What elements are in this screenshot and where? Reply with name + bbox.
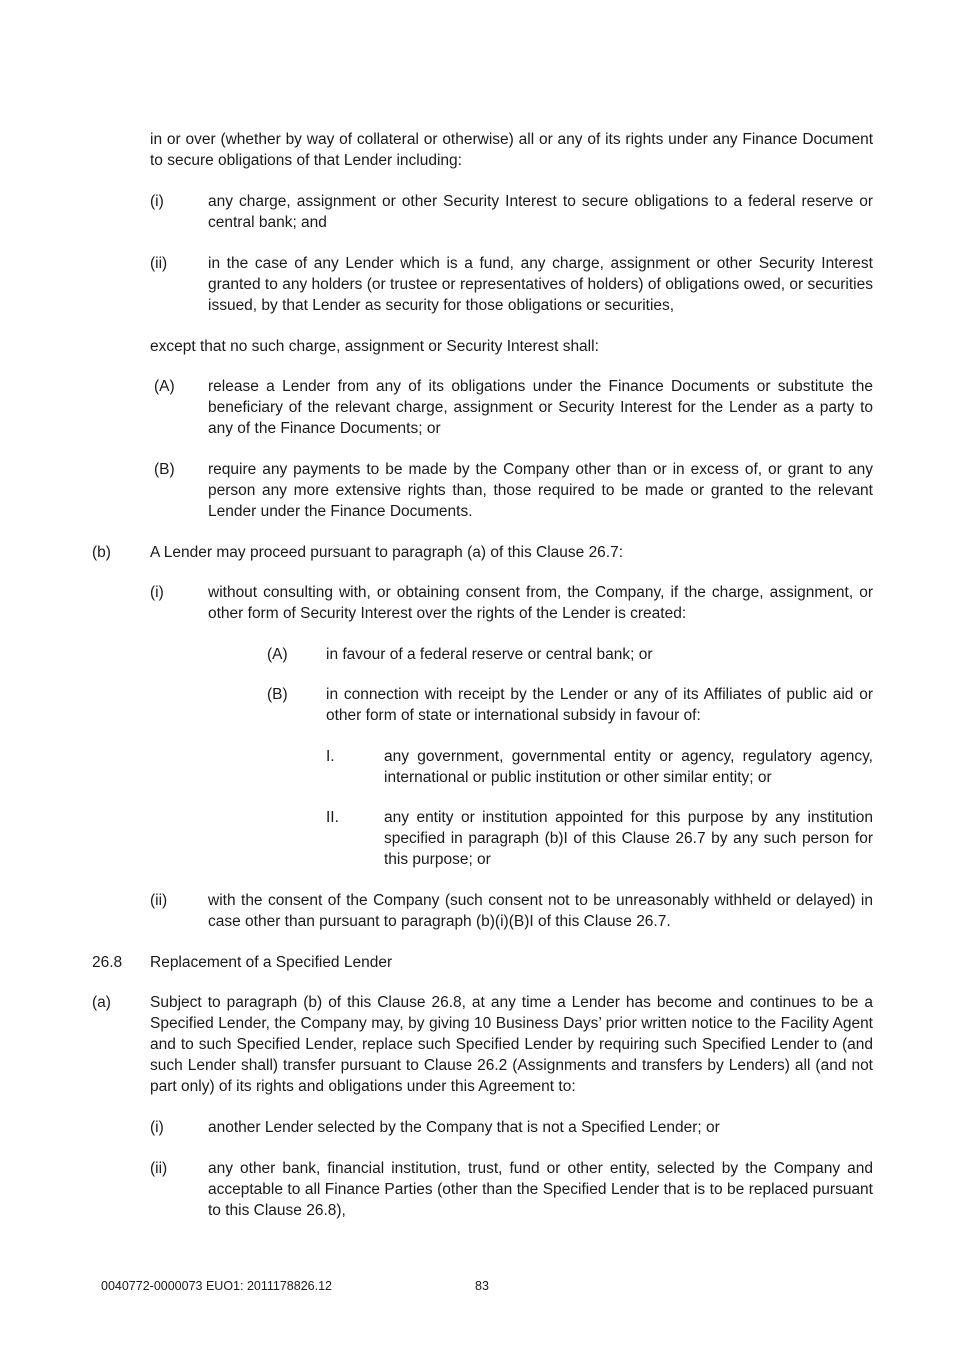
para-b-i-B-II-text: any entity or institution appointed for this purpose by any institution specified in paragraph (b)I of this Clause 26.7 by any such person for this purpose; or xyxy=(384,809,873,868)
para-a-text: Subject to paragraph (b) of this Clause 26.8, at any time a Lender has become and continues to be a Specified Lender, the Company may, by giving 10 Business Days’ prior written notice to the Facility Agent and to such Specified Lender, replace such Specified Lender by requiring such Specified Lender to (and such Lender shall) transfer pursuant to Clause 26.2 (Assignments and transfers by Lenders) all (and not part only) of its rights and obligations under this Agreement to: xyxy=(150,994,873,1095)
para-b-i-B-II-label: II. xyxy=(326,809,339,826)
para-b-i-B-I-label: I. xyxy=(326,748,335,765)
para-b-i-B-I-text: any government, governmental entity or agency, regulatory agency, international or public institution or other similar entity; or xyxy=(384,748,873,786)
para-b-i-A-label: (A) xyxy=(267,646,288,663)
except-text-A: release a Lender from any of its obligations under the Finance Documents or substitute the beneficiary of the relevant charge, assignment or Security Interest for the Lender as a party to any of the Finance Documents; or xyxy=(208,378,873,437)
item-label-ii: (ii) xyxy=(150,255,168,272)
footer-doc-ref: 0040772-0000073 EUO1: 2011178826.12 xyxy=(101,1279,332,1293)
para-a-label: (a) xyxy=(92,994,111,1011)
para-b-i-A-text: in favour of a federal reserve or central bank; or xyxy=(326,646,653,663)
para-a-i-label: (i) xyxy=(150,1119,164,1136)
para-b-i-text: without consulting with, or obtaining consent from, the Company, if the charge, assignment, or other form of Security Interest over the rights of the Lender is created: xyxy=(208,584,873,622)
except-label-B: (B) xyxy=(154,461,175,478)
para-b-ii-text: with the consent of the Company (such consent not to be unreasonably withheld or delayed) in case other than pursuant to paragraph (b)(i)(B)I of this Clause 26.7. xyxy=(208,892,873,930)
item-label-i: (i) xyxy=(150,193,164,210)
section-title: Replacement of a Specified Lender xyxy=(150,954,393,971)
item-text-i: any charge, assignment or other Security Interest to secure obligations to a federal reserve or central bank; and xyxy=(208,193,873,231)
para-a-ii-text: any other bank, financial institution, trust, fund or other entity, selected by the Company and acceptable to all Finance Parties (other than the Specified Lender that is to be replaced pursuant to this Clause 26.8), xyxy=(208,1160,873,1219)
intro-paragraph: in or over (whether by way of collateral or otherwise) all or any of its rights under any Finance Document to secure obligations of that Lender including: xyxy=(150,131,873,169)
item-text-ii: in the case of any Lender which is a fund, any charge, assignment or other Security Interest granted to any holders (or trustee or representatives of holders) of obligations owed, or securities issued, by that Lender as security for those obligations or securities, xyxy=(208,255,873,314)
para-b-i-label: (i) xyxy=(150,584,164,601)
para-b-i-B-text: in connection with receipt by the Lender or any of its Affiliates of public aid or other form of state or international subsidy in favour of: xyxy=(326,686,873,724)
except-text-B: require any payments to be made by the Company other than or in excess of, or grant to any person any more extensive rights than, those required to be made or granted to the relevant Lender under the Finance Documents. xyxy=(208,461,873,520)
footer-page-number: 83 xyxy=(475,1279,489,1293)
except-paragraph: except that no such charge, assignment or Security Interest shall: xyxy=(150,338,599,355)
para-b-ii-label: (ii) xyxy=(150,892,168,909)
para-a-i-text: another Lender selected by the Company that is not a Specified Lender; or xyxy=(208,1119,720,1136)
except-label-A: (A) xyxy=(154,378,175,395)
para-b-label: (b) xyxy=(92,544,111,561)
para-a-ii-label: (ii) xyxy=(150,1160,168,1177)
para-b-text: A Lender may proceed pursuant to paragraph (a) of this Clause 26.7: xyxy=(150,544,624,561)
section-number: 26.8 xyxy=(92,954,123,971)
para-b-i-B-label: (B) xyxy=(267,686,288,703)
